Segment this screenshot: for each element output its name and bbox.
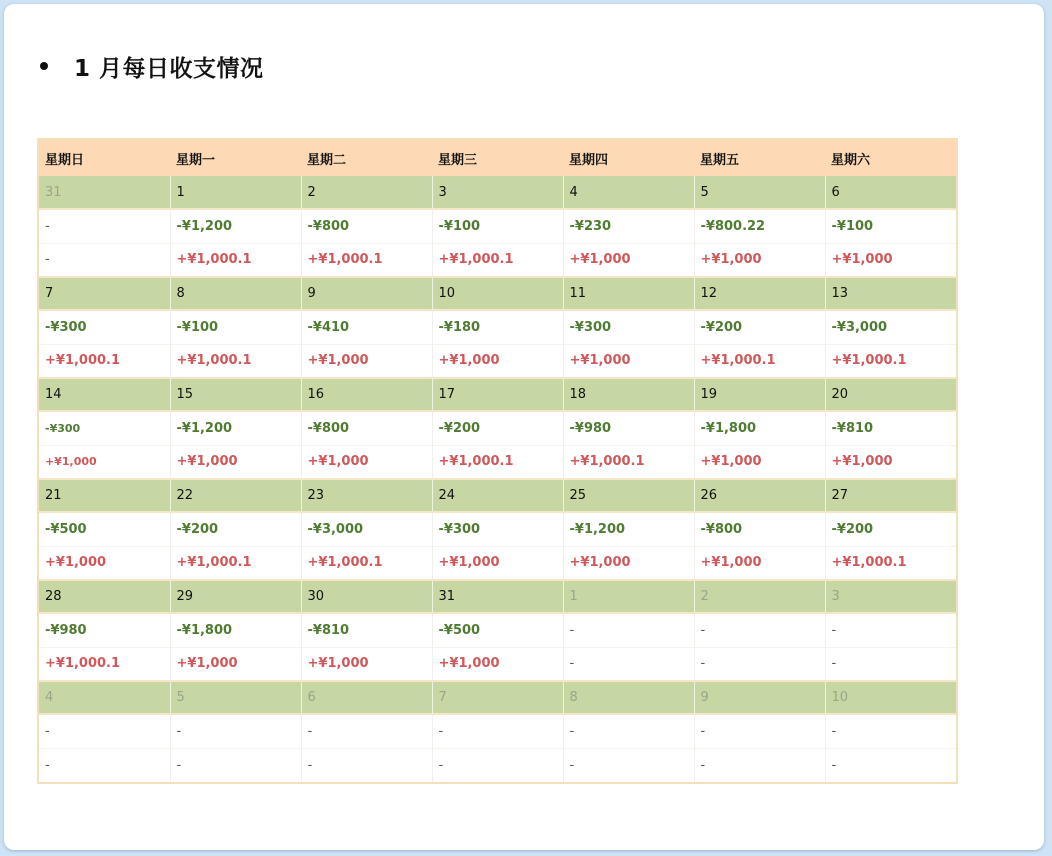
income-row [39,344,956,378]
expense-cell: -¥1,200 [170,209,301,243]
date-row [39,176,956,209]
date-cell: 11 [563,277,694,310]
income-row [39,445,956,479]
expense-cell: - [563,613,694,647]
date-cell: 13 [825,277,956,310]
weekday-header: 星期二 [301,140,432,176]
income-cell: +¥1,000 [39,546,170,580]
weekday-header: 星期五 [694,140,825,176]
expense-cell: -¥200 [694,310,825,344]
expense-cell: -¥300 [432,512,563,546]
income-cell: +¥1,000.1 [170,546,301,580]
date-cell: 7 [39,277,170,310]
income-cell: +¥1,000.1 [39,344,170,378]
income-cell: +¥1,000 [563,344,694,378]
bullet-icon [40,62,48,70]
income-cell: +¥1,000 [170,647,301,681]
date-cell: 22 [170,479,301,512]
date-cell: 1 [170,176,301,209]
expense-cell: -¥500 [432,613,563,647]
income-cell: +¥1,000 [563,243,694,277]
expense-cell: -¥980 [39,613,170,647]
expense-cell: - [694,714,825,748]
weekday-header-row [39,140,956,176]
weekday-header: 星期三 [432,140,563,176]
date-cell: 29 [170,580,301,613]
income-cell: +¥1,000 [301,445,432,479]
date-cell: 9 [301,277,432,310]
expense-cell: -¥800 [301,209,432,243]
date-cell: 12 [694,277,825,310]
income-cell: +¥1,000.1 [432,445,563,479]
income-cell: +¥1,000.1 [694,344,825,378]
income-cell: +¥1,000 [825,243,956,277]
expense-cell: - [825,613,956,647]
income-cell: +¥1,000 [432,344,563,378]
date-cell: 21 [39,479,170,512]
income-cell: +¥1,000.1 [301,546,432,580]
date-cell: 4 [563,176,694,209]
income-cell: - [39,748,170,782]
expense-cell: -¥300 [39,310,170,344]
expense-cell: -¥200 [170,512,301,546]
expense-cell: -¥100 [825,209,956,243]
income-cell: +¥1,000.1 [301,243,432,277]
income-row [39,546,956,580]
date-row [39,681,956,714]
expense-row [39,411,956,445]
date-cell: 20 [825,378,956,411]
window [4,4,1044,850]
expense-cell: - [301,714,432,748]
date-cell: 6 [825,176,956,209]
income-cell: +¥1,000.1 [825,344,956,378]
income-cell: +¥1,000 [825,445,956,479]
income-cell: - [432,748,563,782]
income-cell: +¥1,000 [432,546,563,580]
expense-cell: - [694,613,825,647]
income-cell: +¥1,000 [694,445,825,479]
expense-cell: -¥300 [39,411,170,445]
date-cell: 31 [39,176,170,209]
expense-cell: -¥100 [432,209,563,243]
date-cell: 2 [694,580,825,613]
date-cell: 30 [301,580,432,613]
date-row [39,479,956,512]
income-cell: - [39,243,170,277]
income-cell: +¥1,000 [563,546,694,580]
income-cell: +¥1,000 [301,647,432,681]
date-cell: 9 [694,681,825,714]
income-row [39,748,956,782]
date-cell: 6 [301,681,432,714]
date-cell: 15 [170,378,301,411]
expense-cell: -¥800.22 [694,209,825,243]
expense-cell: - [170,714,301,748]
heading [40,46,264,86]
expense-cell: -¥800 [301,411,432,445]
calendar-table [37,138,958,784]
date-cell: 3 [825,580,956,613]
date-cell: 14 [39,378,170,411]
expense-cell: -¥100 [170,310,301,344]
expense-cell: -¥980 [563,411,694,445]
income-cell: +¥1,000.1 [170,243,301,277]
expense-row [39,512,956,546]
expense-row [39,310,956,344]
expense-cell: -¥1,800 [694,411,825,445]
expense-cell: -¥800 [694,512,825,546]
income-cell: +¥1,000 [694,546,825,580]
income-cell: - [563,748,694,782]
expense-cell: -¥500 [39,512,170,546]
income-row [39,243,956,277]
expense-cell: -¥810 [825,411,956,445]
date-cell: 2 [301,176,432,209]
income-cell: - [563,647,694,681]
income-cell: +¥1,000.1 [563,445,694,479]
page-title: 1 月每日收支情况 [74,55,264,82]
expense-cell: -¥200 [432,411,563,445]
income-cell: +¥1,000.1 [39,647,170,681]
weekday-header: 星期一 [170,140,301,176]
date-cell: 24 [432,479,563,512]
income-cell: - [301,748,432,782]
expense-cell: -¥230 [563,209,694,243]
date-cell: 19 [694,378,825,411]
expense-cell: - [39,209,170,243]
expense-cell: -¥1,200 [170,411,301,445]
expense-row [39,714,956,748]
date-cell: 25 [563,479,694,512]
income-cell: +¥1,000 [694,243,825,277]
date-cell: 1 [563,580,694,613]
date-cell: 17 [432,378,563,411]
expense-row [39,613,956,647]
date-cell: 10 [432,277,563,310]
income-cell: +¥1,000.1 [432,243,563,277]
date-cell: 27 [825,479,956,512]
income-row [39,647,956,681]
weekday-header: 星期四 [563,140,694,176]
date-cell: 23 [301,479,432,512]
expense-cell: -¥410 [301,310,432,344]
income-cell: - [170,748,301,782]
income-cell: +¥1,000.1 [825,546,956,580]
date-cell: 26 [694,479,825,512]
income-cell: - [825,748,956,782]
income-cell: +¥1,000 [432,647,563,681]
date-cell: 5 [170,681,301,714]
date-cell: 16 [301,378,432,411]
expense-cell: -¥3,000 [825,310,956,344]
income-cell: - [825,647,956,681]
weekday-header: 星期六 [825,140,956,176]
expense-cell: -¥1,800 [170,613,301,647]
date-cell: 28 [39,580,170,613]
income-cell: +¥1,000 [170,445,301,479]
date-cell: 18 [563,378,694,411]
expense-cell: -¥1,200 [563,512,694,546]
expense-cell: - [432,714,563,748]
expense-cell: -¥810 [301,613,432,647]
expense-cell: - [825,714,956,748]
income-cell: +¥1,000 [301,344,432,378]
date-cell: 4 [39,681,170,714]
date-cell: 5 [694,176,825,209]
income-cell: +¥1,000.1 [170,344,301,378]
date-cell: 8 [563,681,694,714]
income-cell: - [694,647,825,681]
weekday-header: 星期日 [39,140,170,176]
expense-cell: - [39,714,170,748]
calendar-body [39,176,956,782]
expense-row [39,209,956,243]
date-row [39,277,956,310]
date-row [39,580,956,613]
expense-cell: -¥3,000 [301,512,432,546]
expense-cell: -¥180 [432,310,563,344]
date-row [39,378,956,411]
income-cell: +¥1,000 [39,445,170,479]
expense-cell: -¥300 [563,310,694,344]
date-cell: 31 [432,580,563,613]
expense-cell: -¥200 [825,512,956,546]
income-cell: - [694,748,825,782]
date-cell: 3 [432,176,563,209]
date-cell: 10 [825,681,956,714]
date-cell: 8 [170,277,301,310]
date-cell: 7 [432,681,563,714]
expense-cell: - [563,714,694,748]
